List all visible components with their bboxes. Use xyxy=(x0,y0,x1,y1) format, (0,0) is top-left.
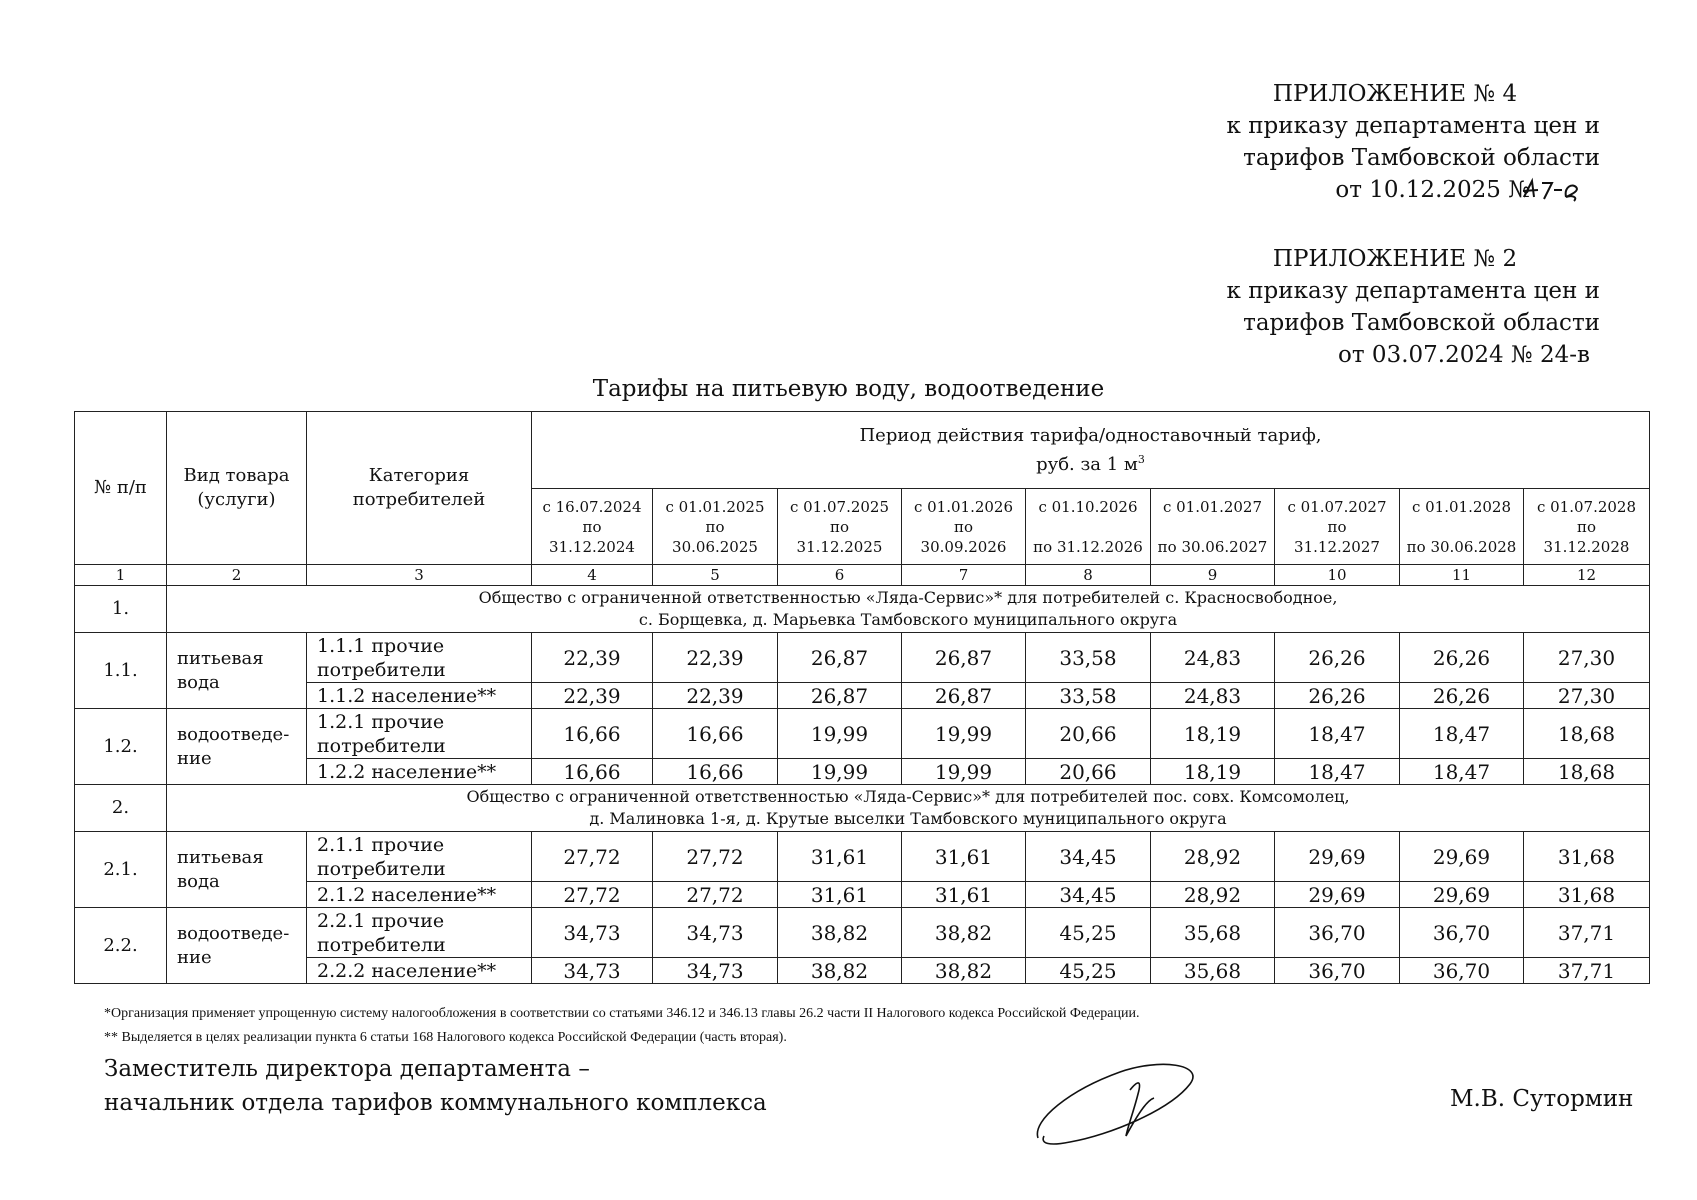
tariff-value: 24,83 xyxy=(1151,633,1275,683)
tariff-value: 28,92 xyxy=(1151,832,1275,882)
tariff-value: 22,39 xyxy=(532,633,653,683)
table-row xyxy=(75,683,1650,709)
period-mid xyxy=(1400,517,1523,537)
table-row xyxy=(75,832,1650,882)
service-type: водоотведе-ние xyxy=(167,908,307,984)
tariff-value: 37,71 xyxy=(1524,908,1650,958)
period-to: 31.12.2028 xyxy=(1543,537,1630,556)
tariff-value: 34,73 xyxy=(653,958,778,984)
tariff-value: 36,70 xyxy=(1275,908,1400,958)
tariff-value: 36,70 xyxy=(1400,908,1524,958)
appendix-4-line1: к приказу департамента цен и xyxy=(1226,113,1600,139)
signatory-role-line2: начальник отдела тарифов коммунального комплекса xyxy=(104,1090,767,1116)
footnote-2: ** Выделяется в целях реализации пункта 6 статьи 168 Налогового кодекса Российской Федерации (часть вторая). xyxy=(104,1030,787,1045)
period-header-cell xyxy=(1400,489,1524,565)
consumer-category: 1.2.2 население** xyxy=(307,759,532,785)
tariff-value: 45,25 xyxy=(1026,908,1151,958)
column-number-cell: 5 xyxy=(653,565,778,586)
period-to: 30.06.2025 xyxy=(672,537,758,556)
service-type: водоотведе-ние xyxy=(167,709,307,785)
tariff-value: 36,70 xyxy=(1275,958,1400,984)
tariff-value: 31,61 xyxy=(902,832,1026,882)
period-to: 31.12.2025 xyxy=(796,537,883,556)
tariff-value: 28,92 xyxy=(1151,882,1275,908)
period-mid xyxy=(1026,517,1150,537)
tariff-value: 18,47 xyxy=(1275,709,1400,759)
header-period-line2: руб. за 1 $м^3$ xyxy=(1036,452,1145,475)
consumer-category: 2.2.1 прочие потребители xyxy=(307,908,532,958)
table-row xyxy=(75,908,1650,958)
period-to: 31.12.2024 xyxy=(549,537,635,556)
tariff-value: 19,99 xyxy=(778,759,902,785)
table-row xyxy=(75,759,1650,785)
tariff-value: 19,99 xyxy=(902,709,1026,759)
period-to: 31.12.2027 xyxy=(1294,537,1380,556)
table-row xyxy=(75,709,1650,759)
period-mid: по xyxy=(1327,517,1347,536)
tariff-table xyxy=(74,411,1650,984)
header-col-service: Вид товара (услуги) xyxy=(167,412,307,565)
tariff-value: 45,25 xyxy=(1026,958,1151,984)
tariff-value: 34,73 xyxy=(532,958,653,984)
tariff-value: 36,70 xyxy=(1400,958,1524,984)
period-header-cell xyxy=(1026,489,1151,565)
tariff-value: 18,68 xyxy=(1524,709,1650,759)
tariff-value: 27,30 xyxy=(1524,683,1650,709)
tariff-value: 35,68 xyxy=(1151,958,1275,984)
appendix-4-line2: тарифов Тамбовской области xyxy=(1243,145,1600,171)
tariff-value: 19,99 xyxy=(778,709,902,759)
period-mid: по xyxy=(829,517,850,536)
tariff-value: 16,66 xyxy=(653,709,778,759)
consumer-category: 2.2.2 население** xyxy=(307,958,532,984)
table-row xyxy=(75,958,1650,984)
column-number-cell: 4 xyxy=(532,565,653,586)
table-title: Тарифы на питьевую воду, водоотведение xyxy=(592,376,1105,402)
period-to: 30.09.2026 xyxy=(920,537,1007,556)
period-mid: по xyxy=(582,517,602,536)
tariff-value: 29,69 xyxy=(1275,832,1400,882)
tariff-value: 22,39 xyxy=(653,633,778,683)
tariff-value: 18,47 xyxy=(1400,709,1524,759)
column-number-cell: 3 xyxy=(307,565,532,586)
signatory-name: М.В. Сутормин xyxy=(1450,1086,1634,1112)
column-number-cell: 1 xyxy=(75,565,167,586)
org-line2: с. Борщевка, д. Марьевка Тамбовского муниципального округа xyxy=(638,610,1178,629)
tariff-value: 38,82 xyxy=(902,908,1026,958)
tariff-value: 24,83 xyxy=(1151,683,1275,709)
org-line1: Общество с ограниченной ответственностью «Ляда-Сервис»* для потребителей с. Красносвободное, xyxy=(478,588,1338,607)
period-header-cell xyxy=(778,489,902,565)
column-number-cell: 8 xyxy=(1026,565,1151,586)
column-number-cell: 6 xyxy=(778,565,902,586)
appendix-2-line1: к приказу департамента цен и xyxy=(1226,278,1600,304)
period-header-cell xyxy=(532,489,653,565)
appendix-2-title: ПРИЛОЖЕНИЕ № 2 xyxy=(1272,246,1518,272)
section-number: 1. xyxy=(75,586,167,633)
tariff-value: 26,87 xyxy=(902,633,1026,683)
tariff-value: 35,68 xyxy=(1151,908,1275,958)
tariff-value: 16,66 xyxy=(653,759,778,785)
column-number-cell: 10 xyxy=(1275,565,1400,586)
tariff-value: 34,45 xyxy=(1026,882,1151,908)
tariff-value: 34,73 xyxy=(653,908,778,958)
tariff-value: 18,19 xyxy=(1151,759,1275,785)
tariff-value: 20,66 xyxy=(1026,759,1151,785)
tariff-value: 26,26 xyxy=(1400,633,1524,683)
consumer-category: 1.1.1 прочие потребители xyxy=(307,633,532,683)
section-organization xyxy=(167,785,1650,832)
tariff-value: 26,26 xyxy=(1400,683,1524,709)
header-period xyxy=(532,412,1650,489)
tariff-value: 31,68 xyxy=(1524,832,1650,882)
section-number: 2. xyxy=(75,785,167,832)
signatory-role xyxy=(104,1052,767,1120)
tariff-value: 33,58 xyxy=(1026,633,1151,683)
tariff-value: 22,39 xyxy=(653,683,778,709)
period-header-cell xyxy=(902,489,1026,565)
tariff-value: 27,72 xyxy=(532,882,653,908)
tariff-value: 27,72 xyxy=(653,832,778,882)
column-number-cell: 12 xyxy=(1524,565,1650,586)
tariff-value: 31,61 xyxy=(902,882,1026,908)
period-from: с 01.01.2028 xyxy=(1411,497,1512,516)
period-header-cell xyxy=(653,489,778,565)
period-from: с 01.01.2026 xyxy=(913,497,1014,516)
period-header-cell xyxy=(1151,489,1275,565)
tariff-value: 34,45 xyxy=(1026,832,1151,882)
tariff-value: 29,69 xyxy=(1400,832,1524,882)
tariff-value: 22,39 xyxy=(532,683,653,709)
tariff-value: 34,73 xyxy=(532,908,653,958)
column-number-cell: 11 xyxy=(1400,565,1524,586)
tariff-value: 29,69 xyxy=(1275,882,1400,908)
table-row xyxy=(75,633,1650,683)
section-row xyxy=(75,586,1650,633)
period-to: по 30.06.2028 xyxy=(1406,537,1517,556)
period-from: с 01.07.2027 xyxy=(1287,497,1387,516)
tariff-value: 26,87 xyxy=(778,633,902,683)
period-from: с 01.01.2025 xyxy=(665,497,765,516)
tariff-value: 38,82 xyxy=(902,958,1026,984)
period-mid: по xyxy=(953,517,974,536)
group-number: 2.2. xyxy=(75,908,167,984)
period-from: с 01.07.2025 xyxy=(789,497,890,516)
tariff-value: 31,61 xyxy=(778,832,902,882)
header-period-line1: Период действия тарифа/одноставочный тариф, xyxy=(859,424,1322,446)
appendix-2-header xyxy=(1190,243,1600,371)
service-type: питьевая вода xyxy=(167,832,307,908)
tariff-value: 18,68 xyxy=(1524,759,1650,785)
tariff-value: 29,69 xyxy=(1400,882,1524,908)
column-number-cell: 9 xyxy=(1151,565,1275,586)
tariff-value: 26,87 xyxy=(778,683,902,709)
header-col-category: Категория потребителей xyxy=(307,412,532,565)
tariff-value: 19,99 xyxy=(902,759,1026,785)
period-header-cell xyxy=(1524,489,1650,565)
consumer-category: 2.1.1 прочие потребители xyxy=(307,832,532,882)
group-number: 2.1. xyxy=(75,832,167,908)
consumer-category: 2.1.2 население** xyxy=(307,882,532,908)
period-mid: по xyxy=(705,517,725,536)
tariff-value: 16,66 xyxy=(532,759,653,785)
tariff-value: 18,47 xyxy=(1400,759,1524,785)
period-from: с 16.07.2024 xyxy=(542,497,642,516)
consumer-category: 1.1.2 население** xyxy=(307,683,532,709)
tariff-value: 33,58 xyxy=(1026,683,1151,709)
tariff-value: 20,66 xyxy=(1026,709,1151,759)
section-row xyxy=(75,785,1650,832)
appendix-4-title: ПРИЛОЖЕНИЕ № 4 xyxy=(1272,81,1518,107)
footnote-1: *Организация применяет упрощенную систему налогообложения в соответствии со статьями 346.12 и 346.13 главы 26.2 части II Налогового кодекса Российской Федерации. xyxy=(104,1006,1140,1021)
tariff-value: 27,72 xyxy=(653,882,778,908)
group-number: 1.1. xyxy=(75,633,167,709)
org-line2: д. Малиновка 1-я, д. Крутые выселки Тамбовского муниципального округа xyxy=(589,809,1227,828)
period-from: с 01.07.2028 xyxy=(1536,497,1637,516)
appendix-2-line3: от 03.07.2024 № 24-в xyxy=(1338,342,1590,368)
tariff-value: 27,30 xyxy=(1524,633,1650,683)
tariff-value: 27,72 xyxy=(532,832,653,882)
header-col-number: № п/п xyxy=(75,412,167,565)
signatory-role-line1: Заместитель директора департамента – xyxy=(104,1056,590,1082)
org-line1: Общество с ограниченной ответственностью «Ляда-Сервис»* для потребителей пос. совх. Комсомолец, xyxy=(466,787,1350,806)
tariff-value: 18,47 xyxy=(1275,759,1400,785)
period-from: с 01.01.2027 xyxy=(1162,497,1263,516)
tariff-value: 26,26 xyxy=(1275,683,1400,709)
handwritten-order-number xyxy=(1520,175,1582,205)
period-mid: по xyxy=(1576,517,1597,536)
period-from: с 01.10.2026 xyxy=(1038,497,1138,516)
tariff-value: 26,26 xyxy=(1275,633,1400,683)
tariff-value: 38,82 xyxy=(778,908,902,958)
tariff-value: 38,82 xyxy=(778,958,902,984)
tariff-value: 18,19 xyxy=(1151,709,1275,759)
period-to: по 31.12.2026 xyxy=(1033,537,1143,556)
tariff-value: 31,61 xyxy=(778,882,902,908)
period-header-cell xyxy=(1275,489,1400,565)
column-number-cell: 7 xyxy=(902,565,1026,586)
table-row xyxy=(75,882,1650,908)
consumer-category: 1.2.1 прочие потребители xyxy=(307,709,532,759)
appendix-4-line3: от 10.12.2025 № xyxy=(1335,177,1530,203)
service-type: питьевая вода xyxy=(167,633,307,709)
period-mid xyxy=(1151,517,1274,537)
appendix-2-line2: тарифов Тамбовской области xyxy=(1243,310,1600,336)
period-to: по 30.06.2027 xyxy=(1157,537,1268,556)
tariff-value: 16,66 xyxy=(532,709,653,759)
tariff-value: 26,87 xyxy=(902,683,1026,709)
group-number: 1.2. xyxy=(75,709,167,785)
tariff-value: 31,68 xyxy=(1524,882,1650,908)
column-number-cell: 2 xyxy=(167,565,307,586)
handwritten-signature xyxy=(1030,1050,1230,1150)
tariff-value: 37,71 xyxy=(1524,958,1650,984)
section-organization xyxy=(167,586,1650,633)
